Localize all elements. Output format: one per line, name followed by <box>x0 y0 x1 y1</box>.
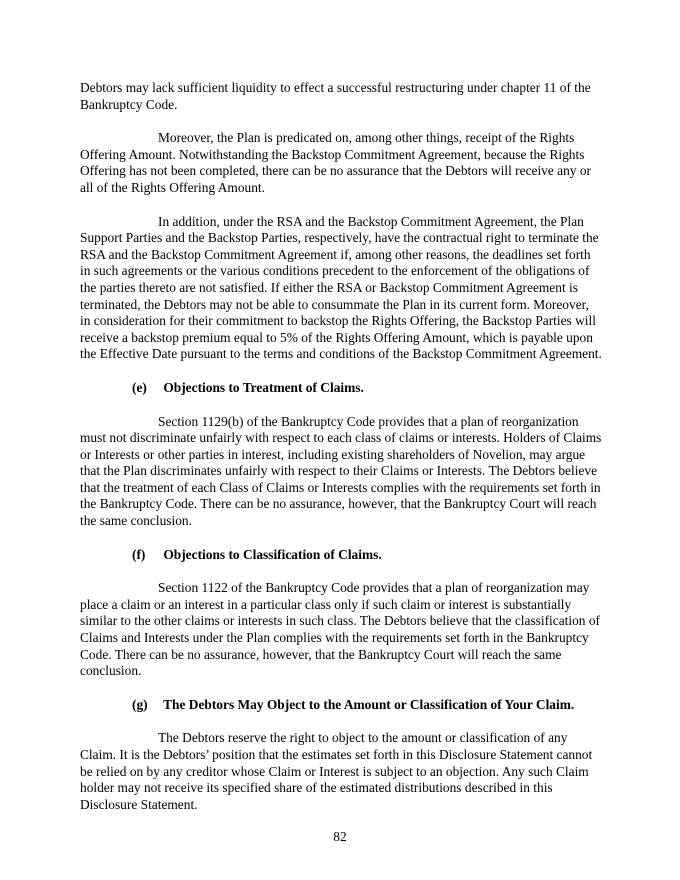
paragraph-rsa-backstop: In addition, under the RSA and the Backstop Commitment Agreement, the Plan Support Parties and the Backstop Parties, respectively, have the contractual right to terminate the RSA and the Backstop Commitment Agreement if, among other reasons, the deadlines set forth in such agreements or the various conditions precedent to the enforcement of the obligations of the parties thereto are not satisfied. If either the RSA or Backstop Commitment Agreement is terminated, the Debtors may not be able to consummate the Plan in its current form. Moreover, in consideration for their commitment to backstop the Rights Offering, the Backstop Parties will receive a backstop premium equal to 5% of the Rights Offering Amount, which is payable upon the Effective Date pursuant to the terms and conditions of the Backstop Commitment Agreement. <box>80 213 602 362</box>
section-heading-g <box>80 697 602 714</box>
section-number-e: (e) <box>132 379 147 395</box>
section-title-f: Objections to Classification of Claims. <box>163 546 382 562</box>
section-heading-e <box>80 380 602 397</box>
section-title-e: Objections to Treatment of Claims. <box>163 379 364 395</box>
paragraph-treatment-of-claims: Section 1129(b) of the Bankruptcy Code provides that a plan of reorganization must not discriminate unfairly with respect to each class of claims or interests. Holders of Claims or Interests or other parties in interest, including existing shareholders of Novelion, may argue that the Plan discriminates unfairly with respect to their Claims or Interests. The Debtors believe that the treatment of each Class of Claims or Interests complies with the requirements set forth in the Bankruptcy Code. There can be no assurance, however, that the Bankruptcy Court will reach the same conclusion. <box>80 413 602 529</box>
page-number: 82 <box>333 829 347 844</box>
section-number-g: (g) <box>132 696 148 712</box>
paragraph-object-to-claim: The Debtors reserve the right to object to the amount or classification of any Claim. It is the Debtors’ position that the estimates set forth in this Disclosure Statement cannot be relied on by any creditor whose Claim or Interest is subject to an objection. Any such Claim holder may not receive its specified share of the estimated distributions described in this Disclosure Statement. <box>80 730 593 812</box>
section-number-f: (f) <box>132 546 146 562</box>
section-heading-f <box>80 547 602 564</box>
paragraph-liquidity: Debtors may lack sufficient liquidity to effect a successful restructuring under chapter 11 of the Bankruptcy Code. <box>80 80 591 112</box>
section-title-g: The Debtors May Object to the Amount or Classification of Your Claim. <box>163 696 575 712</box>
paragraph-classification-of-claims: Section 1122 of the Bankruptcy Code provides that a plan of reorganization may place a claim or an interest in a particular class only if such claim or interest is substantially similar to the other claims or interests in such class. The Debtors believe that the classification of Claims and Interests under the Plan complies with the requirements set forth in the Bankruptcy Code. There can be no assurance, however, that the Bankruptcy Court will reach the same conclusion. <box>80 580 600 679</box>
document-body <box>80 80 602 830</box>
paragraph-rights-offering: Moreover, the Plan is predicated on, among other things, receipt of the Rights Offering Amount. Notwithstanding the Backstop Commitment Agreement, because the Rights Offering has not been completed, there can be no assurance that the Debtors will receive any or all of the Rights Offering Amount. <box>80 130 592 195</box>
